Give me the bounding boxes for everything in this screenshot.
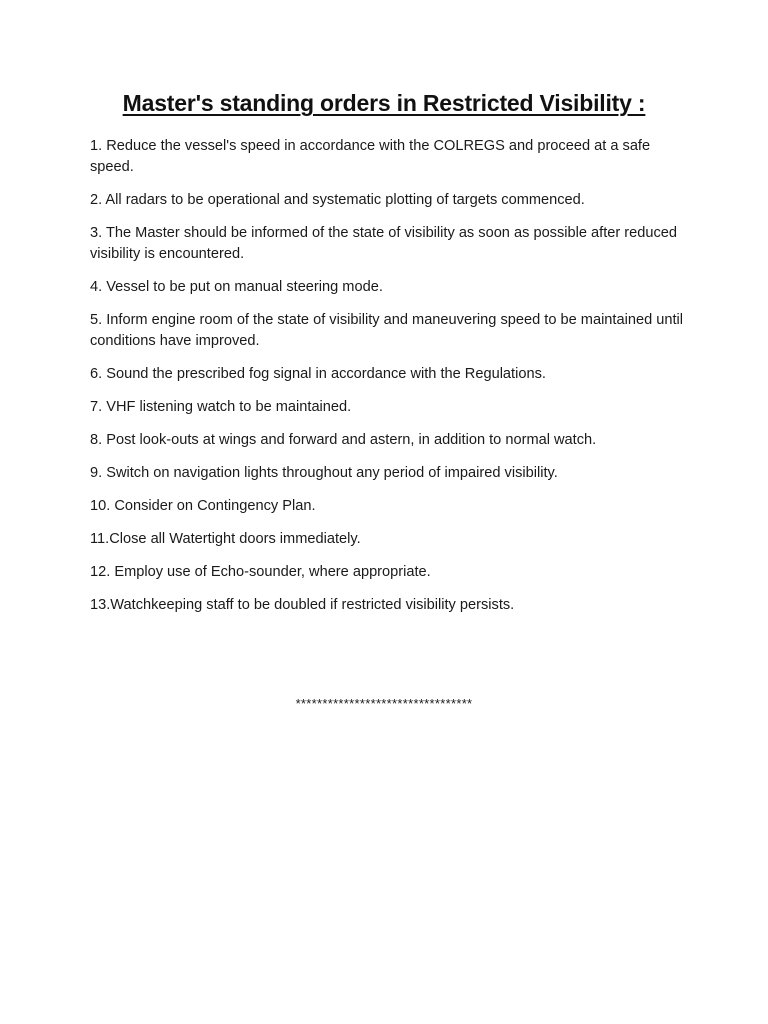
document-title: Master's standing orders in Restricted Visibility :: [122, 90, 646, 116]
end-of-document-marker: *********************************: [295, 696, 473, 711]
order-item: 5. Inform engine room of the state of visibility and maneuvering speed to be maintained until conditions have improved.: [90, 312, 684, 349]
order-item: 3. The Master should be informed of the state of visibility as soon as possible after reduced visibility is encountered.: [90, 225, 678, 262]
order-item: 4. Vessel to be put on manual steering mode.: [90, 279, 383, 295]
order-item: 1. Reduce the vessel's speed in accordance with the COLREGS and proceed at a safe speed.: [90, 138, 651, 175]
order-item: 7. VHF listening watch to be maintained.: [90, 399, 352, 415]
order-item: 11.Close all Watertight doors immediately.: [90, 531, 361, 547]
order-item: 13.Watchkeeping staff to be doubled if restricted visibility persists.: [90, 597, 515, 613]
order-item: 6. Sound the prescribed fog signal in accordance with the Regulations.: [90, 366, 546, 382]
order-item: 8. Post look-outs at wings and forward and astern, in addition to normal watch.: [90, 432, 597, 448]
order-item: 12. Employ use of Echo-sounder, where appropriate.: [90, 564, 431, 580]
standing-orders-list: [90, 136, 690, 628]
order-item: 9. Switch on navigation lights throughout any period of impaired visibility.: [90, 465, 558, 481]
order-item: 2. All radars to be operational and systematic plotting of targets commenced.: [90, 192, 585, 208]
order-item: 10. Consider on Contingency Plan.: [90, 498, 316, 514]
